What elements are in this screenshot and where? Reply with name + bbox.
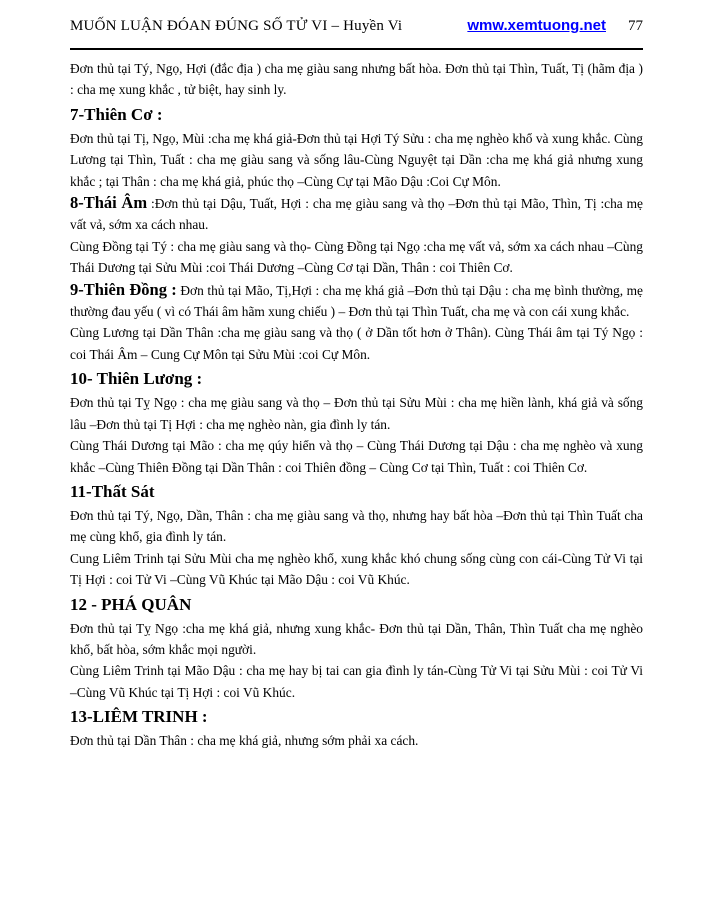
paragraph bbox=[70, 730, 643, 751]
page-number: 77 bbox=[628, 18, 643, 34]
text-run: :Đơn thủ tại Dậu, Tuất, Hợi : cha mẹ giàu sang và thọ –Đơn thủ tại Mão, Thìn, Tị :cha mẹ vất vả, sớm xa cách nhau. bbox=[70, 196, 643, 233]
text-run: Đơn thủ tại Tỵ Ngọ :cha mẹ khá giả, nhưng xung khắc- Đơn thủ tại Dần, Thân, Thìn Tuất cha mẹ nghèo khổ, bất hòa, sớm khắc mọi người. bbox=[70, 620, 643, 657]
text-run: Đơn thủ tại Tý, Ngọ, Dần, Thân : cha mẹ giàu sang và thọ, nhưng hay bất hòa –Đơn thủ tại Thìn Tuất cha mẹ cùng khổ, gia đình ly tán. bbox=[70, 507, 643, 545]
page-body bbox=[70, 58, 643, 752]
paragraph bbox=[70, 192, 643, 236]
text-run: Đơn thủ tại Dần Thân : cha mẹ khá giả, nhưng sớm phải xa cách. bbox=[70, 733, 419, 749]
bold-run: 8-Thái Âm bbox=[70, 193, 148, 213]
website-link[interactable]: wmw.xemtuong.net bbox=[467, 17, 606, 34]
text-run: Đơn thủ tại Tý, Ngọ, Hợi (đắc địa ) cha mẹ giàu sang nhưng bất hòa. Đơn thủ tại Thìn, Tuất, Tị (hãm địa ) : cha mẹ xung khắc , tử biệt, hay sinh ly. bbox=[70, 61, 643, 98]
paragraph bbox=[70, 58, 643, 101]
paragraph bbox=[70, 505, 643, 548]
header-divider bbox=[70, 48, 643, 50]
page-header bbox=[70, 17, 643, 35]
paragraph bbox=[70, 236, 643, 279]
bold-run: 13-LIÊM TRINH : bbox=[70, 707, 208, 727]
text-run: Cùng Lương tại Dần Thân :cha mẹ giàu sang và thọ ( ở Dần tốt hơn ở Thân). Cùng Thái âm tại Tý Ngọ : coi Thái Âm – Cung Cự Môn tại Sửu Mùi :coi Cự Môn. bbox=[70, 325, 643, 362]
paragraph bbox=[70, 660, 643, 703]
section-heading bbox=[70, 366, 643, 391]
text-run: Đơn thủ tại Mão, Tị,Hợi : cha mẹ khá giả –Đơn thủ tại Dậu : cha mẹ bình thường, mẹ thường đau yếu ( vì có Thái âm hãm xung chiếu ) – Đơn thủ tại Thìn Tuất, cha mẹ và con cái xung khắc. bbox=[70, 282, 643, 320]
text-run: Cùng Đồng tại Tý : cha mẹ giàu sang và thọ- Cùng Đồng tại Ngọ :cha mẹ vất vả, sớm xa cách nhau –Cùng Thái Dương tại Sửu Mùi :coi Thái Dương –Cùng Cơ tại Dần, Thân : coi Thiên Cơ. bbox=[70, 238, 643, 276]
paragraph bbox=[70, 279, 643, 323]
section-heading bbox=[70, 704, 643, 729]
text-run: Đơn thủ tại Tỵ Ngọ : cha mẹ giàu sang và thọ – Đơn thủ tại Sửu Mùi : cha mẹ hiền lành, khá giả và sống lâu –Đơn thủ tại Tị Hợi : cha mẹ nghèo nàn, gia đình ly tán. bbox=[70, 395, 643, 432]
paragraph bbox=[70, 128, 643, 192]
paragraph bbox=[70, 322, 643, 365]
section-heading bbox=[70, 102, 643, 127]
paragraph bbox=[70, 392, 643, 435]
text-run: Đơn thủ tại Tị, Ngọ, Mùi :cha mẹ khá giả-Đơn thủ tại Hợi Tý Sửu : cha mẹ nghèo khổ và xung khắc. Cùng Lương tại Thìn, Tuất : cha mẹ giàu sang và sống lâu-Cùng Nguyệt tại Dần :cha mẹ khá giả nhưng xung khắc ; tại Thân : cha mẹ khá giả, phúc thọ –Cùng Cự tại Mão Dậu :Coi Cự Môn. bbox=[70, 130, 643, 189]
bold-run: 7-Thiên Cơ : bbox=[70, 104, 163, 124]
paragraph bbox=[70, 435, 643, 478]
section-heading bbox=[70, 479, 643, 504]
text-run: Cùng Thái Dương tại Mão : cha mẹ qúy hiển và thọ – Cùng Thái Dương tại Dậu : cha mẹ nghèo và xung khắc –Cùng Thiên Đồng tại Dần Thân : coi Thiên đồng – Cùng Cơ tại Thìn, Tuất : coi Thiên Cơ. bbox=[70, 438, 643, 475]
bold-run: 9-Thiên Đồng : bbox=[70, 279, 177, 299]
bold-run: 11-Thất Sát bbox=[70, 481, 155, 501]
bold-run: 10- Thiên Lương : bbox=[70, 369, 203, 389]
text-run: Cùng Liêm Trinh tại Mão Dậu : cha mẹ hay bị tai can gia đình ly tán-Cùng Tử Vi tại Sửu Mùi : coi Tử Vi –Cùng Vũ Khúc tại Tị Hợi : coi Vũ Khúc. bbox=[70, 663, 643, 700]
text-run: Cung Liêm Trinh tại Sửu Mùi cha mẹ nghèo khổ, xung khắc khó chung sống cùng con cái-Cùng Tử Vi tại Tị Hợi : coi Tử Vi –Cùng Vũ Khúc tại Mão Dậu : coi Vũ Khúc. bbox=[70, 550, 643, 588]
bold-run: 12 - PHÁ QUÂN bbox=[70, 594, 192, 614]
running-title: MUỐN LUẬN ĐÓAN ĐÚNG SỐ TỬ VI – Huyền Vi bbox=[70, 18, 403, 34]
section-heading bbox=[70, 592, 643, 617]
paragraph bbox=[70, 618, 643, 661]
paragraph bbox=[70, 548, 643, 591]
